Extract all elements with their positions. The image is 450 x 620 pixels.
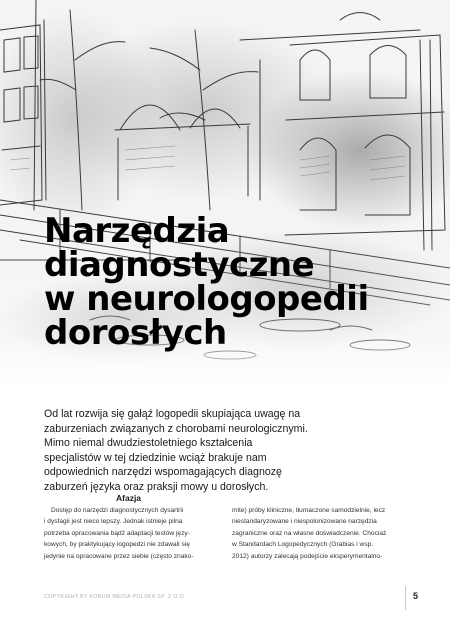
body-line: kowych, by praktykujący logopedzi nie zdawali się	[44, 541, 190, 549]
body-line: 2012) autorzy zalecają podejście eksperymentalno-	[232, 552, 383, 560]
title-line: diagnostyczne	[44, 245, 315, 285]
title-line: w neurologopedii	[44, 279, 369, 319]
body-line: zagraniczne oraz na własne doświadczenie. Chociaż	[232, 529, 387, 537]
page-number: 5	[413, 591, 419, 601]
title-line: Narzędzia	[44, 211, 230, 251]
body-line: jedynie na opracowane przez siebie (często znako-	[44, 552, 194, 560]
lead-line: zaburzeń języka oraz praksji mowy u dorosłych.	[44, 480, 269, 493]
lead-line: Od lat rozwija się gałąź logopedii skupiająca uwagę na	[44, 408, 301, 420]
article-title	[44, 211, 434, 353]
lead-line: zaburzeniach związanych z chorobami neurologicznymi.	[44, 422, 308, 435]
lead-line: specjalistów w tej dziedzinie wciąż brakuje nam	[44, 451, 267, 464]
body-line: potrzeba opracowania bądź adaptacji testów języ-	[44, 529, 190, 537]
body-line: mite) próby kliniczne, tłumaczone samodzielnie, lecz	[232, 507, 386, 514]
lead-paragraph	[44, 407, 374, 495]
body-line: niestandaryzowane i niespolonizowane narzędzia	[232, 518, 377, 526]
lead-line: odpowiednich narzędzi wspomagających diagnozę	[44, 466, 282, 479]
body-line: Dostęp do narzędzi diagnostycznych dysartrii	[51, 507, 184, 514]
lead-line: Mimo niemal dwudziestoletniego kształcenia	[44, 437, 253, 450]
body-column-right	[232, 505, 410, 562]
body-line: i dysfagii jest nieco lepszy. Jednak istnieje pilna	[44, 518, 183, 526]
section-heading: Afazja	[116, 493, 142, 503]
body-line: w Standardach Logopedycznych (Grabias i wsp.	[232, 541, 374, 549]
copyright-footer: COPYRIGHT BY FORUM MEDIA POLSKA SP. Z O.O.	[44, 594, 186, 600]
body-column-left	[44, 505, 219, 562]
page-number-divider	[405, 586, 406, 610]
title-line: dorosłych	[44, 313, 227, 353]
